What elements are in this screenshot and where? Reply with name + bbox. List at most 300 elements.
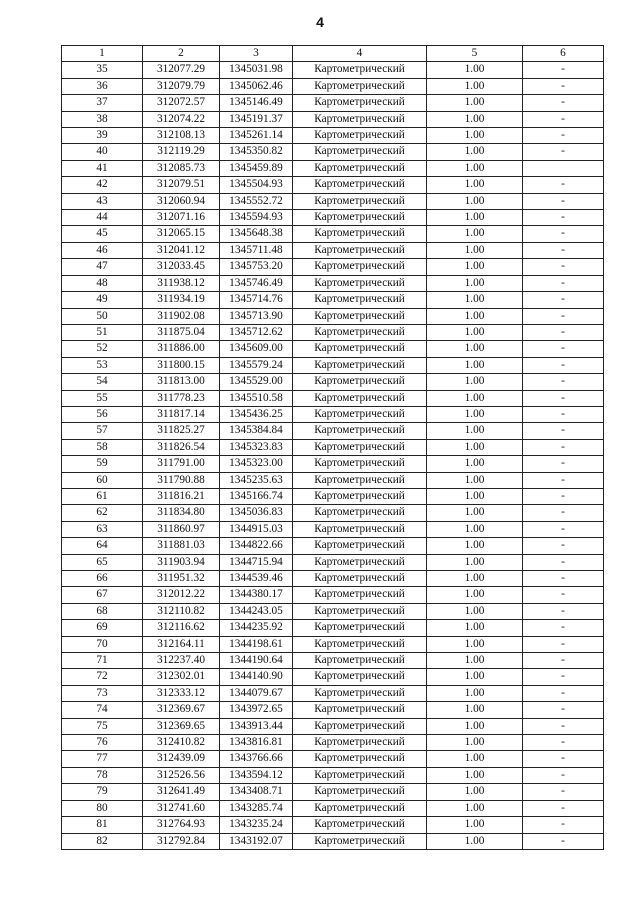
accuracy-cell: 1.00 [427, 833, 523, 849]
point-number-cell: 75 [62, 718, 143, 734]
accuracy-cell: 1.00 [427, 308, 523, 324]
method-cell: Картометрический [293, 62, 427, 78]
point-number-cell: 47 [62, 259, 143, 275]
y-coordinate-cell: 1344190.64 [220, 653, 293, 669]
note-cell: - [523, 702, 604, 718]
x-coordinate-cell: 312792.84 [143, 833, 220, 849]
method-cell: Картометрический [293, 653, 427, 669]
x-coordinate-cell: 311951.32 [143, 571, 220, 587]
table-row [62, 817, 604, 833]
accuracy-cell: 1.00 [427, 144, 523, 160]
note-cell: - [523, 357, 604, 373]
table-row [62, 718, 604, 734]
column-header: 2 [143, 46, 220, 62]
note-cell: - [523, 439, 604, 455]
point-number-cell: 63 [62, 521, 143, 537]
method-cell: Картометрический [293, 292, 427, 308]
accuracy-cell: 1.00 [427, 538, 523, 554]
y-coordinate-cell: 1345166.74 [220, 488, 293, 504]
x-coordinate-cell: 312237.40 [143, 653, 220, 669]
point-number-cell: 52 [62, 341, 143, 357]
note-cell: - [523, 144, 604, 160]
note-cell: - [523, 406, 604, 422]
y-coordinate-cell: 1345579.24 [220, 357, 293, 373]
table-row [62, 538, 604, 554]
method-cell: Картометрический [293, 554, 427, 570]
accuracy-cell: 1.00 [427, 620, 523, 636]
point-number-cell: 54 [62, 374, 143, 390]
x-coordinate-cell: 311875.04 [143, 324, 220, 340]
table-row [62, 505, 604, 521]
x-coordinate-cell: 312071.16 [143, 210, 220, 226]
accuracy-cell: 1.00 [427, 357, 523, 373]
accuracy-cell: 1.00 [427, 603, 523, 619]
accuracy-cell: 1.00 [427, 226, 523, 242]
y-coordinate-cell: 1345036.83 [220, 505, 293, 521]
table-row [62, 210, 604, 226]
x-coordinate-cell: 312108.13 [143, 128, 220, 144]
accuracy-cell: 1.00 [427, 193, 523, 209]
x-coordinate-cell: 312764.93 [143, 817, 220, 833]
x-coordinate-cell: 312060.94 [143, 193, 220, 209]
table-row [62, 423, 604, 439]
method-cell: Картометрический [293, 505, 427, 521]
column-header: 6 [523, 46, 604, 62]
method-cell: Картометрический [293, 390, 427, 406]
table-row [62, 587, 604, 603]
y-coordinate-cell: 1344140.90 [220, 669, 293, 685]
y-coordinate-cell: 1345031.98 [220, 62, 293, 78]
note-cell: - [523, 472, 604, 488]
accuracy-cell: 1.00 [427, 669, 523, 685]
y-coordinate-cell: 1345510.58 [220, 390, 293, 406]
point-number-cell: 36 [62, 78, 143, 94]
y-coordinate-cell: 1345746.49 [220, 275, 293, 291]
note-cell: - [523, 603, 604, 619]
point-number-cell: 69 [62, 620, 143, 636]
table-row [62, 374, 604, 390]
accuracy-cell: 1.00 [427, 653, 523, 669]
table-row [62, 751, 604, 767]
table-row [62, 341, 604, 357]
method-cell: Картометрический [293, 259, 427, 275]
method-cell: Картометрический [293, 423, 427, 439]
method-cell: Картометрический [293, 603, 427, 619]
accuracy-cell: 1.00 [427, 767, 523, 783]
x-coordinate-cell: 312033.45 [143, 259, 220, 275]
note-cell: - [523, 259, 604, 275]
y-coordinate-cell: 1345529.00 [220, 374, 293, 390]
method-cell: Картометрический [293, 78, 427, 94]
y-coordinate-cell: 1344539.46 [220, 571, 293, 587]
method-cell: Картометрический [293, 571, 427, 587]
accuracy-cell: 1.00 [427, 259, 523, 275]
table-row [62, 472, 604, 488]
column-header: 1 [62, 46, 143, 62]
method-cell: Картометрический [293, 538, 427, 554]
y-coordinate-cell: 1343816.81 [220, 735, 293, 751]
point-number-cell: 82 [62, 833, 143, 849]
point-number-cell: 51 [62, 324, 143, 340]
point-number-cell: 60 [62, 472, 143, 488]
note-cell: - [523, 767, 604, 783]
point-number-cell: 74 [62, 702, 143, 718]
accuracy-cell: 1.00 [427, 242, 523, 258]
accuracy-cell: 1.00 [427, 275, 523, 291]
y-coordinate-cell: 1344822.66 [220, 538, 293, 554]
table-row [62, 439, 604, 455]
y-coordinate-cell: 1343235.24 [220, 817, 293, 833]
x-coordinate-cell: 311886.00 [143, 341, 220, 357]
method-cell: Картометрический [293, 587, 427, 603]
method-cell: Картометрический [293, 226, 427, 242]
x-coordinate-cell: 312302.01 [143, 669, 220, 685]
y-coordinate-cell: 1345714.76 [220, 292, 293, 308]
x-coordinate-cell: 312641.49 [143, 784, 220, 800]
note-cell: - [523, 571, 604, 587]
point-number-cell: 56 [62, 406, 143, 422]
x-coordinate-cell: 312074.22 [143, 111, 220, 127]
point-number-cell: 55 [62, 390, 143, 406]
point-number-cell: 62 [62, 505, 143, 521]
accuracy-cell: 1.00 [427, 571, 523, 587]
x-coordinate-cell: 312072.57 [143, 95, 220, 111]
y-coordinate-cell: 1343192.07 [220, 833, 293, 849]
point-number-cell: 66 [62, 571, 143, 587]
y-coordinate-cell: 1343594.12 [220, 767, 293, 783]
method-cell: Картометрический [293, 160, 427, 176]
note-cell: - [523, 817, 604, 833]
point-number-cell: 50 [62, 308, 143, 324]
accuracy-cell: 1.00 [427, 505, 523, 521]
point-number-cell: 44 [62, 210, 143, 226]
column-header: 4 [293, 46, 427, 62]
accuracy-cell: 1.00 [427, 374, 523, 390]
accuracy-cell: 1.00 [427, 111, 523, 127]
table-row [62, 571, 604, 587]
accuracy-cell: 1.00 [427, 472, 523, 488]
y-coordinate-cell: 1343408.71 [220, 784, 293, 800]
note-cell: - [523, 292, 604, 308]
method-cell: Картометрический [293, 144, 427, 160]
y-coordinate-cell: 1345235.63 [220, 472, 293, 488]
point-number-cell: 80 [62, 800, 143, 816]
x-coordinate-cell: 312526.56 [143, 767, 220, 783]
note-cell: - [523, 324, 604, 340]
accuracy-cell: 1.00 [427, 702, 523, 718]
x-coordinate-cell: 312119.29 [143, 144, 220, 160]
table-row [62, 767, 604, 783]
column-header: 5 [427, 46, 523, 62]
table-row [62, 193, 604, 209]
accuracy-cell: 1.00 [427, 735, 523, 751]
accuracy-cell: 1.00 [427, 817, 523, 833]
table-row [62, 456, 604, 472]
note-cell: - [523, 275, 604, 291]
table-row [62, 292, 604, 308]
point-number-cell: 76 [62, 735, 143, 751]
table-row [62, 636, 604, 652]
x-coordinate-cell: 312369.67 [143, 702, 220, 718]
point-number-cell: 65 [62, 554, 143, 570]
table-row [62, 226, 604, 242]
accuracy-cell: 1.00 [427, 439, 523, 455]
table-row [62, 603, 604, 619]
y-coordinate-cell: 1343285.74 [220, 800, 293, 816]
accuracy-cell: 1.00 [427, 341, 523, 357]
method-cell: Картометрический [293, 488, 427, 504]
point-number-cell: 45 [62, 226, 143, 242]
table-row [62, 833, 604, 849]
x-coordinate-cell: 311778.23 [143, 390, 220, 406]
method-cell: Картометрический [293, 472, 427, 488]
method-cell: Картометрический [293, 735, 427, 751]
y-coordinate-cell: 1344915.03 [220, 521, 293, 537]
method-cell: Картометрический [293, 406, 427, 422]
method-cell: Картометрический [293, 636, 427, 652]
method-cell: Картометрический [293, 751, 427, 767]
y-coordinate-cell: 1345062.46 [220, 78, 293, 94]
note-cell: - [523, 784, 604, 800]
x-coordinate-cell: 311834.80 [143, 505, 220, 521]
method-cell: Картометрический [293, 685, 427, 701]
note-cell: - [523, 751, 604, 767]
accuracy-cell: 1.00 [427, 128, 523, 144]
method-cell: Картометрический [293, 177, 427, 193]
y-coordinate-cell: 1345350.82 [220, 144, 293, 160]
y-coordinate-cell: 1345504.93 [220, 177, 293, 193]
table-row [62, 702, 604, 718]
x-coordinate-cell: 311934.19 [143, 292, 220, 308]
table-row [62, 275, 604, 291]
y-coordinate-cell: 1345323.83 [220, 439, 293, 455]
page-number: 4 [316, 14, 324, 30]
note-cell: - [523, 341, 604, 357]
column-header: 3 [220, 46, 293, 62]
y-coordinate-cell: 1344380.17 [220, 587, 293, 603]
table-row [62, 390, 604, 406]
table-row [62, 308, 604, 324]
note-cell: - [523, 735, 604, 751]
x-coordinate-cell: 311790.88 [143, 472, 220, 488]
method-cell: Картометрический [293, 800, 427, 816]
table-body [62, 62, 604, 850]
point-number-cell: 72 [62, 669, 143, 685]
accuracy-cell: 1.00 [427, 718, 523, 734]
point-number-cell: 77 [62, 751, 143, 767]
note-cell: - [523, 111, 604, 127]
point-number-cell: 73 [62, 685, 143, 701]
point-number-cell: 57 [62, 423, 143, 439]
note-cell: - [523, 620, 604, 636]
accuracy-cell: 1.00 [427, 210, 523, 226]
point-number-cell: 70 [62, 636, 143, 652]
method-cell: Картометрический [293, 702, 427, 718]
y-coordinate-cell: 1345552.72 [220, 193, 293, 209]
x-coordinate-cell: 311800.15 [143, 357, 220, 373]
table-row [62, 620, 604, 636]
y-coordinate-cell: 1345713.90 [220, 308, 293, 324]
table-row [62, 784, 604, 800]
y-coordinate-cell: 1345609.00 [220, 341, 293, 357]
note-cell: - [523, 78, 604, 94]
point-number-cell: 78 [62, 767, 143, 783]
point-number-cell: 79 [62, 784, 143, 800]
method-cell: Картометрический [293, 357, 427, 373]
x-coordinate-cell: 311825.27 [143, 423, 220, 439]
table-row [62, 735, 604, 751]
table-row [62, 78, 604, 94]
table-row [62, 800, 604, 816]
method-cell: Картометрический [293, 833, 427, 849]
y-coordinate-cell: 1344715.94 [220, 554, 293, 570]
note-cell: - [523, 833, 604, 849]
y-coordinate-cell: 1345711.48 [220, 242, 293, 258]
note-cell: - [523, 685, 604, 701]
note-cell: - [523, 653, 604, 669]
table-row [62, 357, 604, 373]
note-cell: - [523, 193, 604, 209]
note-cell: - [523, 521, 604, 537]
note-cell: - [523, 177, 604, 193]
x-coordinate-cell: 312065.15 [143, 226, 220, 242]
note-cell: - [523, 456, 604, 472]
note-cell: - [523, 128, 604, 144]
note-cell: - [523, 374, 604, 390]
x-coordinate-cell: 311860.97 [143, 521, 220, 537]
x-coordinate-cell: 312741.60 [143, 800, 220, 816]
x-coordinate-cell: 312439.09 [143, 751, 220, 767]
x-coordinate-cell: 312012.22 [143, 587, 220, 603]
point-number-cell: 71 [62, 653, 143, 669]
method-cell: Картометрический [293, 341, 427, 357]
table-row [62, 111, 604, 127]
point-number-cell: 48 [62, 275, 143, 291]
accuracy-cell: 1.00 [427, 800, 523, 816]
method-cell: Картометрический [293, 111, 427, 127]
accuracy-cell: 1.00 [427, 160, 523, 176]
x-coordinate-cell: 311791.00 [143, 456, 220, 472]
note-cell: - [523, 242, 604, 258]
y-coordinate-cell: 1344243.05 [220, 603, 293, 619]
method-cell: Картометрический [293, 767, 427, 783]
x-coordinate-cell: 311902.08 [143, 308, 220, 324]
x-coordinate-cell: 311813.00 [143, 374, 220, 390]
note-cell: - [523, 226, 604, 242]
method-cell: Картометрический [293, 324, 427, 340]
accuracy-cell: 1.00 [427, 521, 523, 537]
x-coordinate-cell: 312333.12 [143, 685, 220, 701]
y-coordinate-cell: 1345712.62 [220, 324, 293, 340]
table-row [62, 653, 604, 669]
method-cell: Картометрический [293, 242, 427, 258]
table-header-row [62, 46, 604, 62]
table-row [62, 685, 604, 701]
x-coordinate-cell: 312116.62 [143, 620, 220, 636]
accuracy-cell: 1.00 [427, 784, 523, 800]
x-coordinate-cell: 311903.94 [143, 554, 220, 570]
table-row [62, 177, 604, 193]
method-cell: Картометрический [293, 275, 427, 291]
point-number-cell: 64 [62, 538, 143, 554]
table-row [62, 554, 604, 570]
note-cell: - [523, 423, 604, 439]
point-number-cell: 49 [62, 292, 143, 308]
x-coordinate-cell: 312041.12 [143, 242, 220, 258]
y-coordinate-cell: 1345436.25 [220, 406, 293, 422]
note-cell: - [523, 95, 604, 111]
accuracy-cell: 1.00 [427, 456, 523, 472]
note-cell: - [523, 488, 604, 504]
point-number-cell: 81 [62, 817, 143, 833]
point-number-cell: 41 [62, 160, 143, 176]
accuracy-cell: 1.00 [427, 406, 523, 422]
method-cell: Картометрический [293, 784, 427, 800]
point-number-cell: 53 [62, 357, 143, 373]
point-number-cell: 68 [62, 603, 143, 619]
y-coordinate-cell: 1343766.66 [220, 751, 293, 767]
accuracy-cell: 1.00 [427, 587, 523, 603]
table-row [62, 259, 604, 275]
accuracy-cell: 1.00 [427, 177, 523, 193]
y-coordinate-cell: 1345459.89 [220, 160, 293, 176]
y-coordinate-cell: 1345648.38 [220, 226, 293, 242]
x-coordinate-cell: 312085.73 [143, 160, 220, 176]
table-row [62, 160, 604, 176]
note-cell: - [523, 587, 604, 603]
point-number-cell: 58 [62, 439, 143, 455]
accuracy-cell: 1.00 [427, 390, 523, 406]
note-cell: - [523, 538, 604, 554]
method-cell: Картометрический [293, 620, 427, 636]
y-coordinate-cell: 1343913.44 [220, 718, 293, 734]
y-coordinate-cell: 1345753.20 [220, 259, 293, 275]
x-coordinate-cell: 312079.79 [143, 78, 220, 94]
y-coordinate-cell: 1344198.61 [220, 636, 293, 652]
table-row [62, 669, 604, 685]
point-number-cell: 39 [62, 128, 143, 144]
accuracy-cell: 1.00 [427, 78, 523, 94]
table-row [62, 324, 604, 340]
y-coordinate-cell: 1345384.84 [220, 423, 293, 439]
method-cell: Картометрический [293, 521, 427, 537]
method-cell: Картометрический [293, 718, 427, 734]
y-coordinate-cell: 1345261.14 [220, 128, 293, 144]
x-coordinate-cell: 311881.03 [143, 538, 220, 554]
y-coordinate-cell: 1345146.49 [220, 95, 293, 111]
method-cell: Картометрический [293, 439, 427, 455]
coordinates-table [61, 45, 604, 850]
note-cell: - [523, 554, 604, 570]
note-cell: - [523, 308, 604, 324]
note-cell [523, 160, 604, 176]
x-coordinate-cell: 312077.29 [143, 62, 220, 78]
y-coordinate-cell: 1345323.00 [220, 456, 293, 472]
y-coordinate-cell: 1345191.37 [220, 111, 293, 127]
accuracy-cell: 1.00 [427, 95, 523, 111]
x-coordinate-cell: 312410.82 [143, 735, 220, 751]
accuracy-cell: 1.00 [427, 423, 523, 439]
table-row [62, 62, 604, 78]
table-row [62, 488, 604, 504]
point-number-cell: 35 [62, 62, 143, 78]
x-coordinate-cell: 311817.14 [143, 406, 220, 422]
table-row [62, 144, 604, 160]
point-number-cell: 38 [62, 111, 143, 127]
x-coordinate-cell: 312164.11 [143, 636, 220, 652]
y-coordinate-cell: 1345594.93 [220, 210, 293, 226]
table-row [62, 521, 604, 537]
